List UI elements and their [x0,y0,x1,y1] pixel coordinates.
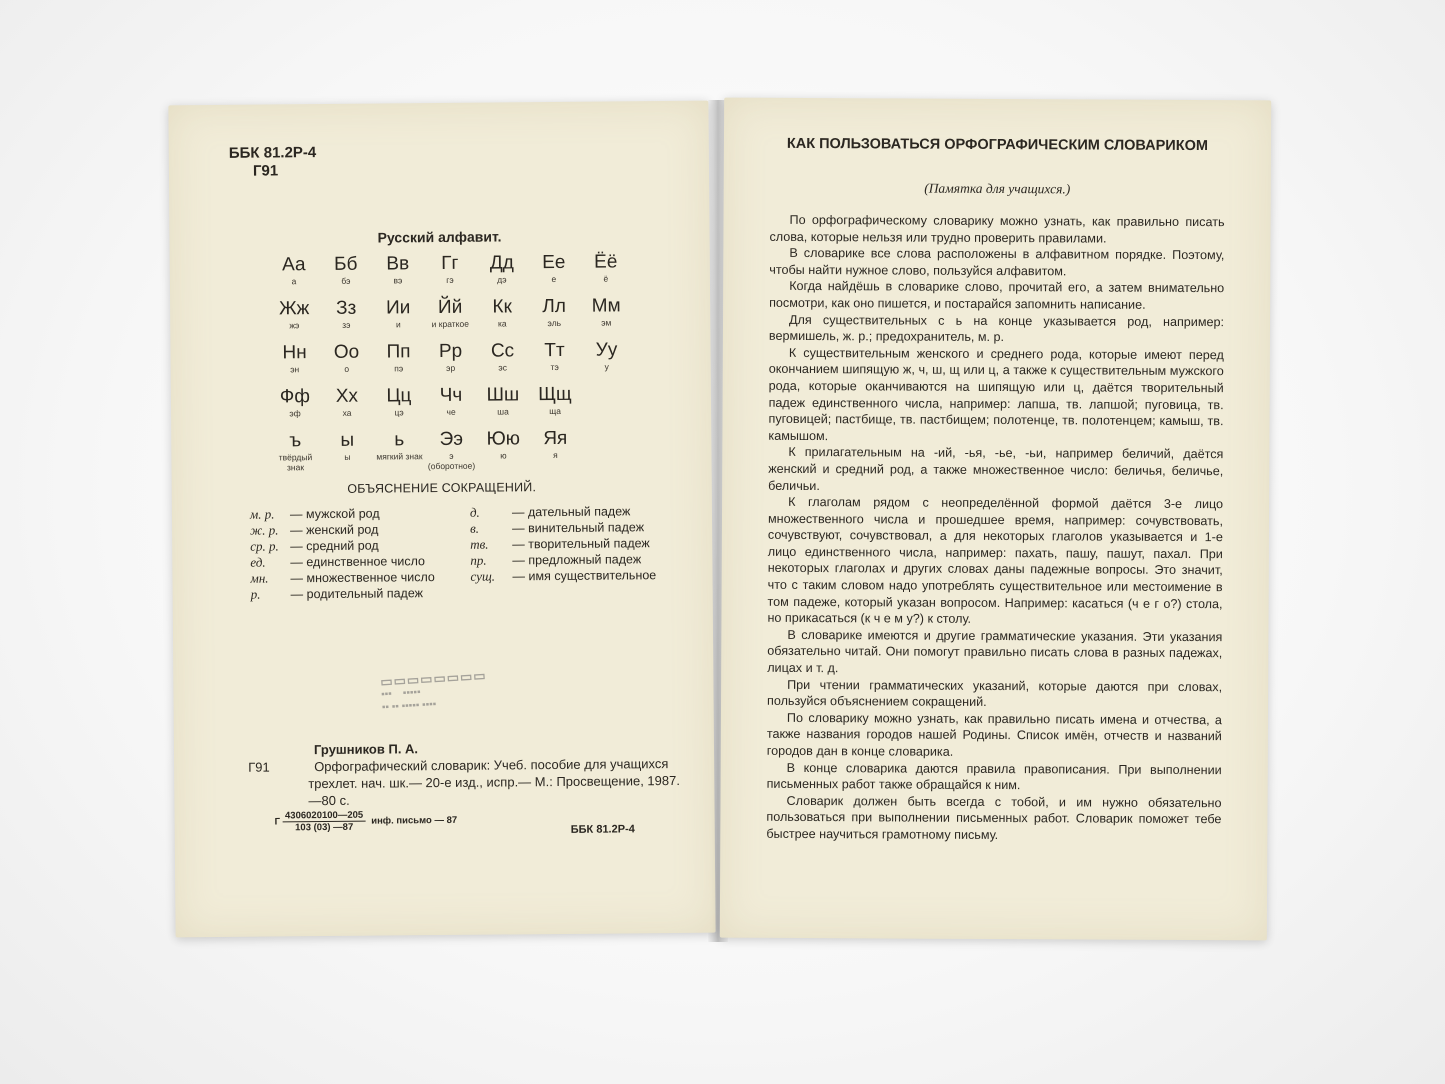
abbreviation-row [470,535,656,553]
left-page [168,101,715,938]
abbreviation-row [470,551,656,569]
alphabet-cell [320,342,372,382]
alphabet-cell [477,428,529,468]
alphabet-letter-name: ы [344,451,351,462]
memo-body [766,212,1224,845]
abbreviation-meaning: — винительный падеж [512,520,645,536]
abbreviation-row [470,567,656,585]
abbreviation-row [250,537,434,555]
alphabet-cell [268,254,320,294]
alphabet-letter: Юю [486,428,521,450]
memo-paragraph: По словарику можно узнать, как правильно писать имена и отчества, а также названия городов нашей Родины. Список имён, отчеств и названий городов дан в конце словарика. [766,710,1222,759]
abbreviation-meaning: — творительный падеж [512,536,650,552]
biblio-code: Г91 [248,759,270,775]
alphabet-letter-name: тэ [550,361,559,373]
alphabet-letter: Пп [386,341,411,363]
abbreviation-key: тв. [470,536,489,552]
catalog-code-top: Г91 [252,162,279,180]
abbreviation-row [250,553,434,571]
alphabet-letter: Жж [278,298,310,320]
abbreviation-key: сущ. [470,568,496,584]
alphabet-letter-name: эль [547,317,562,329]
abbreviation-meaning: — мужской род [289,506,380,522]
abbreviation-key: в. [470,520,480,536]
biblio-description: Орфографический словарик: Учеб. пособие для учащихся трехлет. нач. шк.— 20-е изд., испр.— М.: Просвещение, 1987.—80 с. [308,756,680,809]
alphabet-letter: Ее [542,251,566,274]
publication-index [275,809,458,834]
abbreviation-row [470,519,656,537]
abbreviation-key: д. [469,504,480,520]
alphabet-letter-name: и [395,319,401,330]
alphabet-letter-name: я [553,449,558,461]
alphabet-letter-name: и краткое [431,318,469,330]
memo-paragraph: Словарик должен быть всегда с тобой, и им нужно обязательно пользоваться при выполнении письменных работ. Словарик поможет тебе быстрее научиться грамотному письму. [766,793,1222,842]
alphabet-letter-name: эн [290,364,300,375]
memo-paragraph: К прилагательным на -ий, -ья, -ье, -ьи, например беличий, даётся женский и средний род, а также множественное число: беличья, беличье, беличьи. [768,445,1224,493]
memo-paragraph: Когда найдёшь в словарике слово, прочитай его, а затем внимательно посмотри, как оно пишется, и постарайся запомнить написание. [769,279,1225,312]
alphabet-letter: Фф [279,386,311,408]
alphabet-letter: Кк [492,296,512,318]
alphabet-letter: Уу [595,339,618,361]
alphabet-letter-name: е [551,273,557,285]
alphabet-cell [580,295,632,335]
alphabet-letter-name: у [604,361,609,372]
alphabet-letter-name: ха [342,407,352,418]
abbreviation-meaning: — предложный падеж [512,552,642,568]
alphabet-letter: Мм [591,295,621,317]
alphabet-letter-name: ю [500,450,507,461]
alphabet-cell [320,298,372,338]
alphabet-letter-name: бэ [341,275,351,286]
alphabet-letter: Цц [386,385,412,407]
alphabet-letter-name: зэ [342,319,351,330]
memo-title: КАК ПОЛЬЗОВАТЬСЯ ОРФОГРАФИЧЕСКИМ СЛОВАРИКОМ [786,135,1209,155]
alphabet-letter-name: дэ [497,274,507,285]
alphabet-cell [372,253,424,293]
alphabet-letter: Бб [333,253,358,275]
abbreviation-key: ср. р. [250,538,279,554]
alphabet-letter-name: жэ [289,320,300,331]
abbreviation-row [250,505,434,523]
alphabet-cell [372,341,424,381]
alphabet-letter-name: ща [549,405,561,417]
abbreviation-key: мн. [250,570,269,586]
alphabet-cell [528,296,580,336]
alphabet-letter: Тт [544,339,565,362]
abbreviation-key: м. р. [249,506,275,522]
biblio-author: Грушников П. А. [313,741,419,758]
alphabet-cell [529,428,581,468]
alphabet-letter-name: пэ [394,363,404,374]
alphabet-letter: Ии [385,297,411,319]
alphabet-cell [268,298,320,338]
alphabet-letter-name: гэ [446,274,454,285]
alphabet-cell [581,427,633,467]
alphabet-cell [320,254,372,294]
alphabet-cell [476,296,528,336]
alphabet-cell [476,252,528,292]
abbreviation-meaning: — средний род [290,538,379,554]
abbreviation-row [250,521,434,539]
alphabet-letter-name: цэ [394,407,404,418]
memo-paragraph: В словарике все слова расположены в алфавитном порядке. Поэтому, чтобы найти нужное слово, пользуйся алфавитом. [769,246,1225,279]
abbreviation-key: р. [250,586,261,602]
alphabet-letter: Лл [542,295,567,318]
index-suffix: инф. письмо — 87 [371,814,458,827]
alphabet-cell [373,429,425,469]
alphabet-letter: Гг [441,252,459,274]
alphabet-cell [425,428,477,472]
alphabet-cell [269,386,321,426]
alphabet-cell [268,342,320,382]
abbreviation-row [251,585,435,603]
alphabet-letter-name: о [344,363,350,374]
alphabet-cell [321,386,373,426]
bbk-code-bottom: ББК 81.2Р-4 [570,823,635,836]
alphabet-letter-name: а [291,276,297,287]
alphabet-letter-name: твёрдый знак [278,452,313,473]
index-fraction [283,810,365,834]
abbreviation-row [250,569,434,587]
alphabet-letter: Яя [543,427,568,450]
alphabet-cell [476,340,528,380]
alphabet-cell [424,297,476,337]
alphabet-letter: Нн [282,342,307,364]
alphabet-letter-name: э (оборотное) [427,450,476,472]
alphabet-letter-name: че [446,406,456,417]
alphabet-letter-name: эр [446,362,456,373]
alphabet-cell [424,341,476,381]
alphabet-cell [373,385,425,425]
abbreviation-meaning: — женский род [290,522,379,538]
abbreviation-meaning: — дательный падеж [511,504,631,520]
alphabet-cell [581,383,633,423]
abbreviations-right-column [470,503,656,585]
alphabet-title: Русский алфавит. [377,228,502,246]
alphabet-letter-name: ё [603,273,609,284]
alphabet-letter: Вв [386,253,410,275]
abbreviations-title: ОБЪЯСНЕНИЕ СОКРАЩЕНИЙ. [347,480,537,496]
alphabet-letter: Ёё [594,251,618,273]
alphabet-letter: Щщ [538,383,572,406]
alphabet-letter-name: эм [601,317,612,328]
alphabet-letter-name: эф [289,408,301,419]
alphabet-cell [321,430,373,470]
index-numerator: 4306020100—205 [283,810,365,823]
memo-paragraph: При чтении грамматических указаний, которые даются при словах, пользуйся объяснением сокращений. [767,677,1223,710]
alphabet-letter: ы [340,429,355,451]
alphabet-letter: Зз [335,297,357,319]
alphabet-grid [268,251,650,473]
abbreviation-meaning: — множественное число [290,570,435,586]
index-denominator: 103 (03) —87 [295,821,354,834]
alphabet-cell [372,297,424,337]
abbreviation-key: ед. [250,554,266,570]
abbreviation-meaning: — родительный падеж [290,586,424,602]
alphabet-letter: Рр [438,340,463,363]
abbreviation-key: пр. [470,552,487,568]
alphabet-letter-name: вэ [393,275,403,286]
alphabet-letter: Оо [333,341,360,363]
alphabet-letter: ь [394,429,405,451]
memo-paragraph: В словарике имеются и другие грамматические указания. Эти указания обязательно читай. Они помогут правильно писать слова в разных падежах, лицах и т. д. [767,627,1223,676]
bbk-code-top: ББК 81.2Р-4 [228,144,317,162]
alphabet-cell [528,252,580,292]
alphabet-letter: Хх [335,385,359,407]
memo-paragraph: К существительным женского и среднего рода, которые имеют перед окончанием шипящую ж, ч, ш, щ или ц, а также к существительным мужского рода, которые оканчиваются на шипящую или ц, даётся творительный падеж единственного числа, например: лапша, тв. лапшой; пуговица, тв. пуговицей; пастбище, тв. пастбищем; полотенце, тв. полотенцем; камыш, тв. камышом. [768,345,1224,443]
alphabet-letter-name: мягкий знак [376,451,423,462]
alphabet-cell [580,251,632,291]
alphabet-cell [528,340,580,380]
alphabet-letter: Сс [490,340,515,362]
right-page [720,98,1271,941]
abbreviation-key: ж. р. [250,522,279,538]
abbreviation-meaning: — единственное число [290,554,426,570]
alphabet-cell [580,339,632,379]
alphabet-letter-name: ша [497,406,509,417]
alphabet-letter: Йй [437,296,463,319]
abbreviations-left-column [250,505,435,603]
alphabet-letter: Чч [439,384,463,407]
alphabet-cell [424,253,476,293]
memo-paragraph: В конце словарика даются правила правописания. При выполнении письменных работ также обращайся к ним. [766,760,1222,793]
alphabet-letter: ъ [289,430,302,452]
alphabet-letter: Шш [486,384,520,406]
memo-subtitle: (Памятка для учащихся.) [924,180,1071,197]
alphabet-cell [477,384,529,424]
abbreviation-meaning: — имя существительное [512,568,657,584]
alphabet-letter-name: ка [497,318,507,329]
memo-paragraph: По орфографическому словарику можно узнать, как правильно писать слова, которые нельзя или трудно проверить правилами. [769,212,1225,246]
memo-paragraph: К глаголам рядом с неопределённой формой даётся 3-е лицо множественного числа и прошедшее время, например: сочувствовать, сочувствуют, сочувствовал, а для некоторых глаголов указывается и 1-е лицо единственного числа, например: пахать, пашу, пашут, пахал. При некоторых глаголах и других словах даны падежные вопросы. Это значит, что с таким словом надо употреблять существительное или местоимение в том падеже, который указан вопросом. Например: касаться (ч е г о?) стола, но прикасаться (к ч е м у?) к столу. [767,495,1224,627]
library-stamp: ▭▭▭▭▭▭▭▭ ▪▪▪ ▪▪▪▪▪ ▪▪ ▪▪ ▪▪▪▪▪ ▪▪▪▪ [379,667,487,714]
alphabet-letter: Аа [281,254,306,276]
alphabet-letter: Ээ [439,428,464,451]
alphabet-cell [269,430,321,473]
alphabet-cell [425,385,477,425]
index-prefix: Г [274,816,281,828]
alphabet-cell [529,384,581,424]
alphabet-letter-name: эс [498,362,508,373]
abbreviation-row [470,503,656,521]
memo-paragraph: Для существительных с ь на конце указывается род, например: вермишель, ж. р.; предохранитель, м. р. [768,312,1225,345]
bibliographic-record [248,738,693,810]
alphabet-letter: Дд [489,252,514,274]
